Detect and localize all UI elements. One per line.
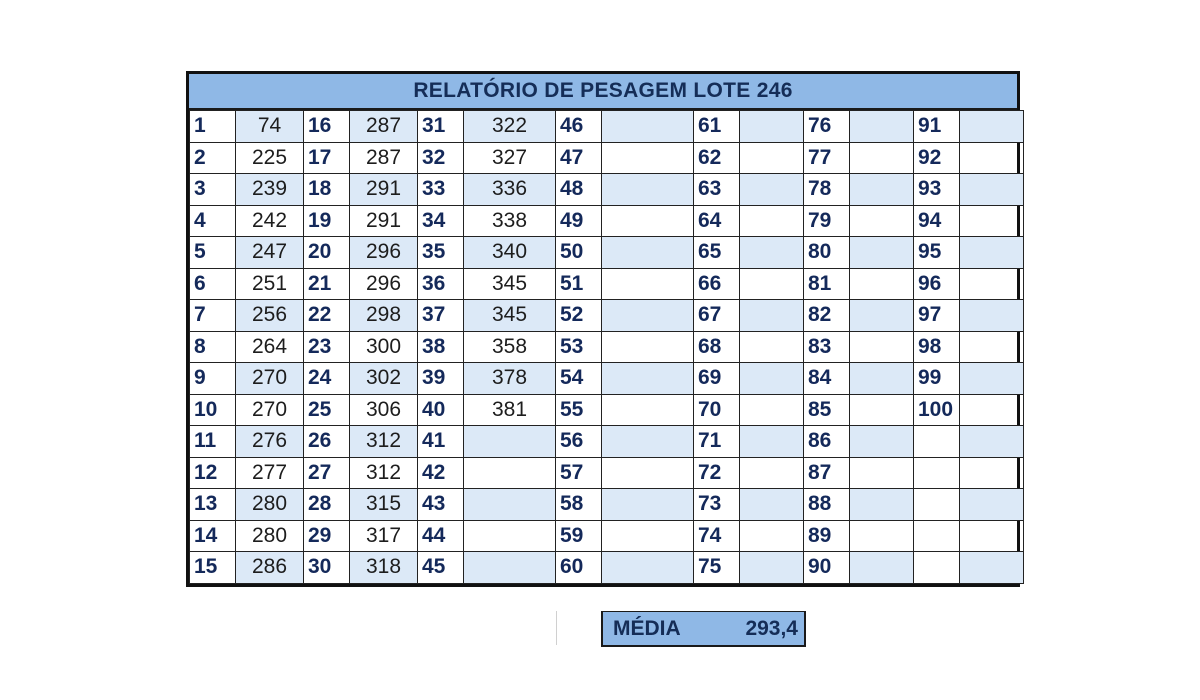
table-row (190, 426, 1024, 458)
animal-number-cell: 6 (190, 268, 236, 300)
weight-value-cell (850, 426, 914, 458)
weight-value-cell (740, 268, 804, 300)
weight-value-cell (960, 111, 1024, 143)
weight-value-cell (740, 300, 804, 332)
weight-value-cell (850, 111, 914, 143)
animal-number-cell: 91 (914, 111, 960, 143)
animal-number-cell: 34 (418, 205, 464, 237)
animal-number-cell: 48 (556, 174, 602, 206)
table-row (190, 142, 1024, 174)
animal-number-cell: 31 (418, 111, 464, 143)
weight-value-cell (740, 363, 804, 395)
weight-value-cell (960, 394, 1024, 426)
animal-number-cell: 49 (556, 205, 602, 237)
animal-number-cell: 43 (418, 489, 464, 521)
animal-number-cell: 71 (694, 426, 740, 458)
animal-number-cell: 70 (694, 394, 740, 426)
animal-number-cell: 32 (418, 142, 464, 174)
table-row (190, 394, 1024, 426)
weight-value-cell (602, 552, 694, 584)
weight-value-cell: 247 (236, 237, 304, 269)
animal-number-cell: 50 (556, 237, 602, 269)
animal-number-cell: 85 (804, 394, 850, 426)
weight-value-cell (850, 489, 914, 521)
weight-value-cell: 287 (350, 111, 418, 143)
weight-value-cell: 378 (464, 363, 556, 395)
animal-number-cell: 87 (804, 457, 850, 489)
weight-value-cell (850, 552, 914, 584)
table-row (190, 520, 1024, 552)
weight-value-cell: 381 (464, 394, 556, 426)
animal-number-cell: 61 (694, 111, 740, 143)
weight-value-cell (602, 142, 694, 174)
weight-value-cell (740, 426, 804, 458)
animal-number-cell: 22 (304, 300, 350, 332)
animal-number-cell: 15 (190, 552, 236, 584)
animal-number-cell (914, 489, 960, 521)
animal-number-cell: 78 (804, 174, 850, 206)
weight-value-cell (464, 520, 556, 552)
animal-number-cell: 38 (418, 331, 464, 363)
animal-number-cell: 29 (304, 520, 350, 552)
weight-value-cell: 302 (350, 363, 418, 395)
weight-value-cell: 306 (350, 394, 418, 426)
animal-number-cell: 55 (556, 394, 602, 426)
weight-value-cell: 74 (236, 111, 304, 143)
weight-value-cell: 270 (236, 394, 304, 426)
weight-value-cell: 322 (464, 111, 556, 143)
animal-number-cell: 86 (804, 426, 850, 458)
weight-value-cell: 276 (236, 426, 304, 458)
animal-number-cell: 21 (304, 268, 350, 300)
animal-number-cell (914, 457, 960, 489)
animal-number-cell: 93 (914, 174, 960, 206)
weight-value-cell (850, 394, 914, 426)
average-box (601, 611, 806, 647)
weight-value-cell: 340 (464, 237, 556, 269)
report-title: RELATÓRIO DE PESAGEM LOTE 246 (189, 74, 1017, 110)
weight-value-cell: 318 (350, 552, 418, 584)
weight-value-cell (960, 237, 1024, 269)
weight-value-cell (602, 205, 694, 237)
weight-value-cell (740, 331, 804, 363)
weight-value-cell (850, 142, 914, 174)
weight-value-cell: 286 (236, 552, 304, 584)
weight-value-cell: 277 (236, 457, 304, 489)
animal-number-cell: 16 (304, 111, 350, 143)
weight-value-cell: 242 (236, 205, 304, 237)
sheet-gridline (556, 611, 557, 645)
weight-value-cell (740, 142, 804, 174)
animal-number-cell: 92 (914, 142, 960, 174)
average-value: 293,4 (745, 616, 798, 640)
weight-value-cell: 312 (350, 457, 418, 489)
weight-value-cell (740, 394, 804, 426)
animal-number-cell: 40 (418, 394, 464, 426)
weight-value-cell (960, 489, 1024, 521)
animal-number-cell: 10 (190, 394, 236, 426)
animal-number-cell: 7 (190, 300, 236, 332)
animal-number-cell: 76 (804, 111, 850, 143)
table-row (190, 489, 1024, 521)
animal-number-cell: 26 (304, 426, 350, 458)
weight-value-cell: 345 (464, 300, 556, 332)
animal-number-cell: 35 (418, 237, 464, 269)
animal-number-cell: 83 (804, 331, 850, 363)
weight-value-cell: 336 (464, 174, 556, 206)
weight-value-cell: 270 (236, 363, 304, 395)
animal-number-cell: 56 (556, 426, 602, 458)
weight-value-cell (464, 552, 556, 584)
table-row (190, 300, 1024, 332)
animal-number-cell (914, 552, 960, 584)
weight-value-cell (740, 520, 804, 552)
weight-value-cell (602, 237, 694, 269)
weight-value-cell: 338 (464, 205, 556, 237)
weight-value-cell (850, 331, 914, 363)
weight-value-cell (850, 363, 914, 395)
animal-number-cell: 59 (556, 520, 602, 552)
weight-value-cell (850, 520, 914, 552)
animal-number-cell: 8 (190, 331, 236, 363)
weights-table-body (190, 111, 1024, 584)
weight-value-cell (960, 363, 1024, 395)
animal-number-cell: 97 (914, 300, 960, 332)
weight-value-cell: 291 (350, 174, 418, 206)
animal-number-cell: 11 (190, 426, 236, 458)
animal-number-cell: 75 (694, 552, 740, 584)
animal-number-cell: 84 (804, 363, 850, 395)
animal-number-cell: 68 (694, 331, 740, 363)
animal-number-cell: 47 (556, 142, 602, 174)
animal-number-cell: 72 (694, 457, 740, 489)
animal-number-cell: 77 (804, 142, 850, 174)
weight-value-cell: 312 (350, 426, 418, 458)
animal-number-cell: 46 (556, 111, 602, 143)
weight-value-cell (850, 205, 914, 237)
weight-value-cell (602, 426, 694, 458)
animal-number-cell: 52 (556, 300, 602, 332)
weight-value-cell: 327 (464, 142, 556, 174)
table-row (190, 331, 1024, 363)
weight-value-cell (464, 457, 556, 489)
table-row (190, 457, 1024, 489)
animal-number-cell: 1 (190, 111, 236, 143)
weight-value-cell: 287 (350, 142, 418, 174)
weight-value-cell (602, 174, 694, 206)
weighing-report-sheet (186, 71, 1020, 587)
weight-value-cell (602, 520, 694, 552)
weight-value-cell (960, 520, 1024, 552)
weight-value-cell (960, 300, 1024, 332)
animal-number-cell: 100 (914, 394, 960, 426)
animal-number-cell: 81 (804, 268, 850, 300)
weight-value-cell: 345 (464, 268, 556, 300)
animal-number-cell: 23 (304, 331, 350, 363)
weight-value-cell (602, 331, 694, 363)
animal-number-cell: 64 (694, 205, 740, 237)
weight-value-cell: 280 (236, 520, 304, 552)
animal-number-cell: 62 (694, 142, 740, 174)
animal-number-cell: 9 (190, 363, 236, 395)
animal-number-cell: 88 (804, 489, 850, 521)
animal-number-cell: 13 (190, 489, 236, 521)
animal-number-cell: 36 (418, 268, 464, 300)
animal-number-cell: 2 (190, 142, 236, 174)
animal-number-cell: 99 (914, 363, 960, 395)
weight-value-cell (960, 174, 1024, 206)
animal-number-cell: 98 (914, 331, 960, 363)
animal-number-cell (914, 520, 960, 552)
weight-value-cell: 225 (236, 142, 304, 174)
animal-number-cell: 18 (304, 174, 350, 206)
animal-number-cell: 82 (804, 300, 850, 332)
animal-number-cell: 17 (304, 142, 350, 174)
weight-value-cell (464, 426, 556, 458)
animal-number-cell: 69 (694, 363, 740, 395)
weight-value-cell (740, 457, 804, 489)
animal-number-cell: 19 (304, 205, 350, 237)
animal-number-cell: 65 (694, 237, 740, 269)
weight-value-cell (960, 457, 1024, 489)
table-row (190, 268, 1024, 300)
animal-number-cell: 45 (418, 552, 464, 584)
weight-value-cell (602, 363, 694, 395)
weight-value-cell (960, 142, 1024, 174)
weight-value-cell: 296 (350, 268, 418, 300)
table-row (190, 205, 1024, 237)
weights-table (189, 110, 1024, 584)
weight-value-cell (740, 489, 804, 521)
animal-number-cell: 3 (190, 174, 236, 206)
weight-value-cell: 298 (350, 300, 418, 332)
weight-value-cell (960, 331, 1024, 363)
weight-value-cell (850, 237, 914, 269)
animal-number-cell: 80 (804, 237, 850, 269)
weight-value-cell (602, 489, 694, 521)
animal-number-cell: 90 (804, 552, 850, 584)
animal-number-cell: 63 (694, 174, 740, 206)
weight-value-cell: 251 (236, 268, 304, 300)
weight-value-cell (602, 394, 694, 426)
animal-number-cell: 73 (694, 489, 740, 521)
weight-value-cell (602, 457, 694, 489)
animal-number-cell: 5 (190, 237, 236, 269)
weight-value-cell (850, 174, 914, 206)
table-row (190, 363, 1024, 395)
weight-value-cell: 358 (464, 331, 556, 363)
animal-number-cell: 37 (418, 300, 464, 332)
weight-value-cell (602, 300, 694, 332)
table-row (190, 174, 1024, 206)
animal-number-cell: 89 (804, 520, 850, 552)
weight-value-cell: 317 (350, 520, 418, 552)
weight-value-cell (850, 457, 914, 489)
animal-number-cell: 53 (556, 331, 602, 363)
table-row (190, 237, 1024, 269)
weight-value-cell (960, 426, 1024, 458)
animal-number-cell: 60 (556, 552, 602, 584)
weight-value-cell (850, 300, 914, 332)
average-label: MÉDIA (613, 616, 681, 640)
weight-value-cell: 264 (236, 331, 304, 363)
weight-value-cell: 239 (236, 174, 304, 206)
animal-number-cell: 30 (304, 552, 350, 584)
weight-value-cell (740, 205, 804, 237)
weight-value-cell: 296 (350, 237, 418, 269)
weight-value-cell (960, 205, 1024, 237)
animal-number-cell: 27 (304, 457, 350, 489)
weight-value-cell (740, 237, 804, 269)
animal-number-cell: 20 (304, 237, 350, 269)
animal-number-cell: 41 (418, 426, 464, 458)
table-row (190, 552, 1024, 584)
weight-value-cell (602, 268, 694, 300)
weight-value-cell: 291 (350, 205, 418, 237)
weight-value-cell (740, 174, 804, 206)
weight-value-cell (602, 111, 694, 143)
animal-number-cell: 33 (418, 174, 464, 206)
weight-value-cell (464, 489, 556, 521)
animal-number-cell: 95 (914, 237, 960, 269)
weight-value-cell: 315 (350, 489, 418, 521)
animal-number-cell: 42 (418, 457, 464, 489)
weight-value-cell (740, 111, 804, 143)
animal-number-cell: 51 (556, 268, 602, 300)
animal-number-cell: 28 (304, 489, 350, 521)
weight-value-cell (850, 268, 914, 300)
weight-value-cell: 256 (236, 300, 304, 332)
weight-value-cell: 300 (350, 331, 418, 363)
table-row (190, 111, 1024, 143)
animal-number-cell: 66 (694, 268, 740, 300)
animal-number-cell: 67 (694, 300, 740, 332)
animal-number-cell: 96 (914, 268, 960, 300)
animal-number-cell: 54 (556, 363, 602, 395)
animal-number-cell: 79 (804, 205, 850, 237)
animal-number-cell: 57 (556, 457, 602, 489)
weight-value-cell (960, 268, 1024, 300)
animal-number-cell: 94 (914, 205, 960, 237)
animal-number-cell: 58 (556, 489, 602, 521)
animal-number-cell: 12 (190, 457, 236, 489)
animal-number-cell: 14 (190, 520, 236, 552)
animal-number-cell: 24 (304, 363, 350, 395)
weight-value-cell (740, 552, 804, 584)
animal-number-cell: 39 (418, 363, 464, 395)
weight-value-cell: 280 (236, 489, 304, 521)
animal-number-cell: 74 (694, 520, 740, 552)
weight-value-cell (960, 552, 1024, 584)
animal-number-cell: 25 (304, 394, 350, 426)
animal-number-cell: 4 (190, 205, 236, 237)
animal-number-cell (914, 426, 960, 458)
animal-number-cell: 44 (418, 520, 464, 552)
